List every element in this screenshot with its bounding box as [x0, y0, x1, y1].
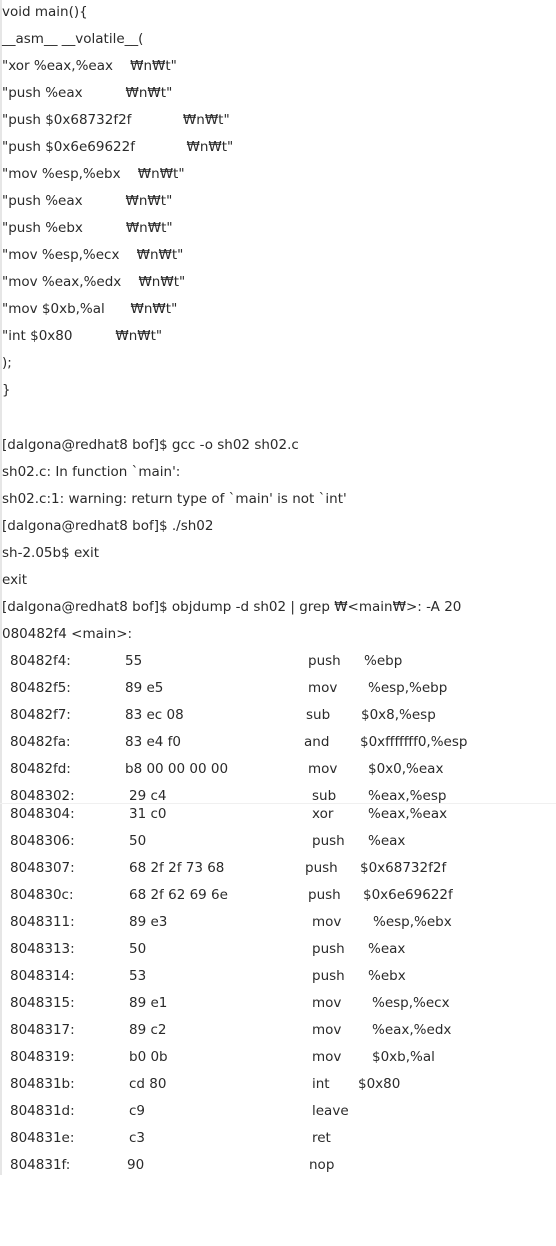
disasm-address: 804831e:: [10, 1130, 75, 1146]
disasm-row: [0, 994, 556, 1012]
disasm-bytes: 31 c0: [129, 806, 167, 822]
disasm-bytes: b8 00 00 00 00: [125, 761, 229, 777]
disasm-bytes: 53: [129, 968, 147, 984]
disasm-operands: %eax: [368, 833, 406, 849]
disasm-address: 804831d:: [10, 1103, 75, 1119]
disasm-row: [0, 940, 556, 958]
disasm-mnemonic: xor: [312, 806, 334, 822]
disasm-row: [0, 832, 556, 850]
disasm-address: 804830c:: [10, 887, 74, 903]
disasm-operands: $0x0,%eax: [368, 761, 444, 777]
disasm-operands: %esp,%ebp: [368, 680, 448, 696]
disasm-row: [0, 1102, 556, 1120]
disasm-mnemonic: push: [308, 653, 341, 669]
disasm-operands: %ebp: [364, 653, 403, 669]
source-line: "mov %eax,%edx ₩n₩t": [2, 274, 186, 290]
disasm-address: 8048314:: [10, 968, 75, 984]
disasm-row: [0, 1129, 556, 1147]
disasm-bytes: c3: [129, 1130, 146, 1146]
terminal-line: sh-2.05b$ exit: [2, 545, 100, 561]
disasm-row: [0, 652, 556, 670]
disasm-bytes: 29 c4: [129, 788, 167, 804]
disasm-bytes: 83 ec 08: [125, 707, 184, 723]
disasm-bytes: 68 2f 62 69 6e: [129, 887, 228, 903]
source-line: "push %eax ₩n₩t": [2, 193, 173, 209]
disasm-operands: %eax,%esp: [368, 788, 447, 804]
disasm-mnemonic: push: [312, 833, 345, 849]
terminal-line: [dalgona@redhat8 bof]$ ./sh02: [2, 518, 214, 534]
disasm-mnemonic: mov: [312, 914, 342, 930]
disasm-address: 8048311:: [10, 914, 75, 930]
disasm-mnemonic: mov: [312, 995, 342, 1011]
disasm-row: [0, 967, 556, 985]
terminal-line: [dalgona@redhat8 bof]$ objdump -d sh02 | grep ₩<main₩>: -A 20: [2, 599, 462, 615]
disasm-row: [0, 913, 556, 931]
disasm-address: 80482fd:: [10, 761, 71, 777]
disasm-row: [0, 706, 556, 724]
source-line: __asm__ __volatile__(: [2, 31, 144, 47]
source-line: "push %ebx ₩n₩t": [2, 220, 173, 236]
disasm-bytes: c9: [129, 1103, 146, 1119]
disasm-row: [0, 760, 556, 778]
disasm-mnemonic: int: [312, 1076, 330, 1092]
source-line: "int $0x80 ₩n₩t": [2, 328, 163, 344]
source-line: "push $0x6e69622f ₩n₩t": [2, 139, 234, 155]
disasm-operands: $0xfffffff0,%esp: [360, 734, 468, 750]
disasm-mnemonic: mov: [308, 680, 338, 696]
disasm-row: [0, 733, 556, 751]
disasm-address: 8048302:: [10, 788, 75, 804]
source-line: "push $0x68732f2f ₩n₩t": [2, 112, 230, 128]
disasm-address: 80482fa:: [10, 734, 71, 750]
disasm-operands: %eax,%eax: [368, 806, 448, 822]
disasm-row: [0, 1156, 556, 1174]
disasm-address: 8048319:: [10, 1049, 75, 1065]
disasm-mnemonic: and: [304, 734, 330, 750]
terminal-line: sh02.c:1: warning: return type of `main' is not `int': [2, 491, 347, 507]
source-line: "xor %eax,%eax ₩n₩t": [2, 58, 177, 74]
disasm-operands: %esp,%ecx: [372, 995, 450, 1011]
source-line: "mov $0xb,%al ₩n₩t": [2, 301, 178, 317]
disasm-operands: %eax,%edx: [372, 1022, 452, 1038]
disasm-operands: $0xb,%al: [372, 1049, 435, 1065]
disasm-address: 80482f5:: [10, 680, 71, 696]
disasm-address: 8048306:: [10, 833, 75, 849]
disasm-address: 80482f4:: [10, 653, 71, 669]
terminal-line: sh02.c: In function `main':: [2, 464, 181, 480]
disasm-mnemonic: mov: [308, 761, 338, 777]
disasm-address: 80482f7:: [10, 707, 71, 723]
disasm-address: 8048315:: [10, 995, 75, 1011]
disasm-row: [0, 859, 556, 877]
disasm-mnemonic: push: [312, 941, 345, 957]
disasm-mnemonic: nop: [309, 1157, 335, 1173]
disasm-row: [0, 805, 556, 823]
disasm-mnemonic: mov: [312, 1049, 342, 1065]
disasm-bytes: cd 80: [129, 1076, 167, 1092]
disasm-bytes: 89 e3: [129, 914, 168, 930]
disasm-operands: %eax: [368, 941, 406, 957]
disasm-operands: %ebx: [368, 968, 406, 984]
disasm-bytes: 83 e4 f0: [125, 734, 181, 750]
source-line: }: [2, 382, 11, 398]
disasm-bytes: 50: [129, 833, 147, 849]
disasm-row: [0, 886, 556, 904]
disasm-mnemonic: push: [312, 968, 345, 984]
terminal-line: 080482f4 <main>:: [2, 626, 133, 642]
disasm-mnemonic: push: [308, 887, 341, 903]
disasm-bytes: 68 2f 2f 73 68: [129, 860, 225, 876]
disasm-bytes: b0 0b: [129, 1049, 168, 1065]
disasm-operands: $0x80: [358, 1076, 401, 1092]
disasm-row: [0, 1075, 556, 1093]
terminal-line: [dalgona@redhat8 bof]$ gcc -o sh02 sh02.c: [2, 437, 299, 453]
disasm-mnemonic: mov: [312, 1022, 342, 1038]
disasm-bytes: 55: [125, 653, 143, 669]
disasm-mnemonic: sub: [306, 707, 331, 723]
disasm-address: 804831b:: [10, 1076, 75, 1092]
disasm-row: [0, 1021, 556, 1039]
disasm-mnemonic: sub: [312, 788, 337, 804]
disasm-address: 8048313:: [10, 941, 75, 957]
disasm-mnemonic: leave: [312, 1103, 349, 1119]
disasm-mnemonic: ret: [312, 1130, 331, 1146]
disasm-bytes: 50: [129, 941, 147, 957]
disasm-operands: $0x68732f2f: [360, 860, 447, 876]
disasm-address: 8048317:: [10, 1022, 75, 1038]
source-line: "push %eax ₩n₩t": [2, 85, 173, 101]
disasm-address: 804831f:: [10, 1157, 71, 1173]
disasm-mnemonic: push: [305, 860, 338, 876]
disasm-address: 8048304:: [10, 806, 75, 822]
source-line: );: [2, 355, 12, 371]
disasm-row: [0, 787, 556, 805]
disasm-row: [0, 679, 556, 697]
disasm-bytes: 89 c2: [129, 1022, 167, 1038]
terminal-line: exit: [2, 572, 28, 588]
disasm-bytes: 89 e1: [129, 995, 168, 1011]
disasm-operands: %esp,%ebx: [373, 914, 452, 930]
disasm-operands: $0x8,%esp: [361, 707, 436, 723]
source-line: void main(){: [2, 4, 88, 20]
disasm-bytes: 89 e5: [125, 680, 164, 696]
source-line: "mov %esp,%ecx ₩n₩t": [2, 247, 184, 263]
disasm-address: 8048307:: [10, 860, 75, 876]
disasm-bytes: 90: [127, 1157, 145, 1173]
disasm-operands: $0x6e69622f: [363, 887, 453, 903]
source-line: "mov %esp,%ebx ₩n₩t": [2, 166, 185, 182]
disasm-row: [0, 1048, 556, 1066]
